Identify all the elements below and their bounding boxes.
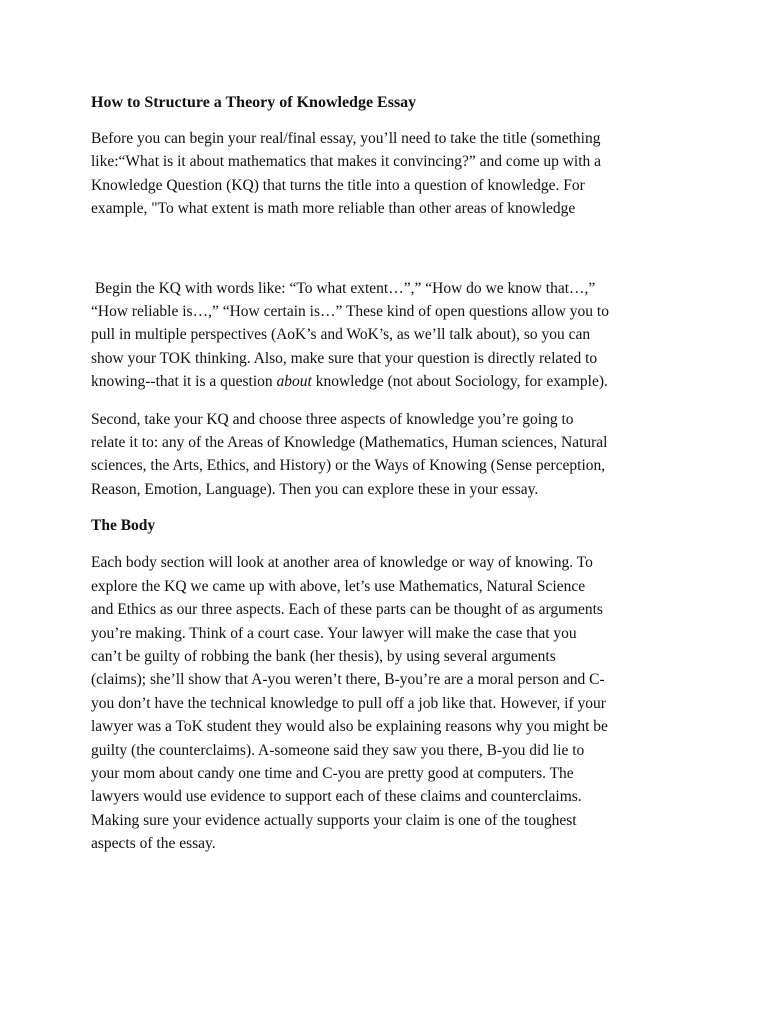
text-segment: knowing--that it is a question [91,373,277,391]
text-line [91,370,691,393]
text-line: Reason, Emotion, Language). Then you can explore these in your essay. [91,480,539,498]
document-title: How to Structure a Theory of Knowledge Essay [91,94,417,111]
paragraph-kq [91,277,691,394]
text-line: you don’t have the technical knowledge to pull off a job like that. However, if your [91,694,606,712]
paragraph-aspects [91,408,691,502]
text-line: Each body section will look at another area of knowledge or way of knowing. To [91,554,593,572]
text-line: Making sure your evidence actually supports your claim is one of the toughest [91,811,577,829]
text-line: Begin the KQ with words like: “To what extent…”,” “How do we know that…,” [91,279,596,297]
text-line: Knowledge Question (KQ) that turns the title into a question of knowledge. For [91,176,585,194]
text-line: Second, take your KQ and choose three aspects of knowledge you’re going to [91,410,574,428]
document-page [91,92,691,856]
text-line: example, "To what extent is math more reliable than other areas of knowledge [91,200,576,218]
text-line: lawyers would use evidence to support each of these claims and counterclaims. [91,788,582,806]
text-line: “How reliable is…,” “How certain is…” These kind of open questions allow you to [91,303,609,321]
section-heading: The Body [91,517,156,535]
text-line: your mom about candy one time and C-you are pretty good at computers. The [91,764,574,782]
text-line: and Ethics as our three aspects. Each of these parts can be thought of as arguments [91,601,603,619]
text-line: guilty (the counterclaims). A-someone said they saw you there, B-you did lie to [91,741,585,759]
text-line: aspects of the essay. [91,835,216,853]
text-line: show your TOK thinking. Also, make sure that your question is directly related to [91,349,598,367]
text-line: sciences, the Arts, Ethics, and History) or the Ways of Knowing (Sense perception, [91,457,606,475]
text-line: like:“What is it about mathematics that makes it convincing?” and come up with a [91,153,602,171]
text-line: lawyer was a ToK student they would also be explaining reasons why you might be [91,718,608,736]
text-line: explore the KQ we came up with above, let’s use Mathematics, Natural Science [91,577,586,595]
text-segment: knowledge (not about Sociology, for example). [311,373,608,391]
text-line: you’re making. Think of a court case. Your lawyer will make the case that you [91,624,577,642]
text-line: can’t be guilty of robbing the bank (her thesis), by using several arguments [91,647,556,665]
text-line: pull in multiple perspectives (AoK’s and WoK’s, as we’ll talk about), so you can [91,326,591,344]
italic-word: about [276,373,312,391]
paragraph-body [91,551,691,855]
text-line: relate it to: any of the Areas of Knowledge (Mathematics, Human sciences, Natural [91,434,608,452]
text-line: Before you can begin your real/final essay, you’ll need to take the title (something [91,130,601,147]
text-line: (claims); she’ll show that A-you weren’t there, B-you’re are a moral person and C- [91,671,605,689]
paragraph-intro [91,127,691,221]
